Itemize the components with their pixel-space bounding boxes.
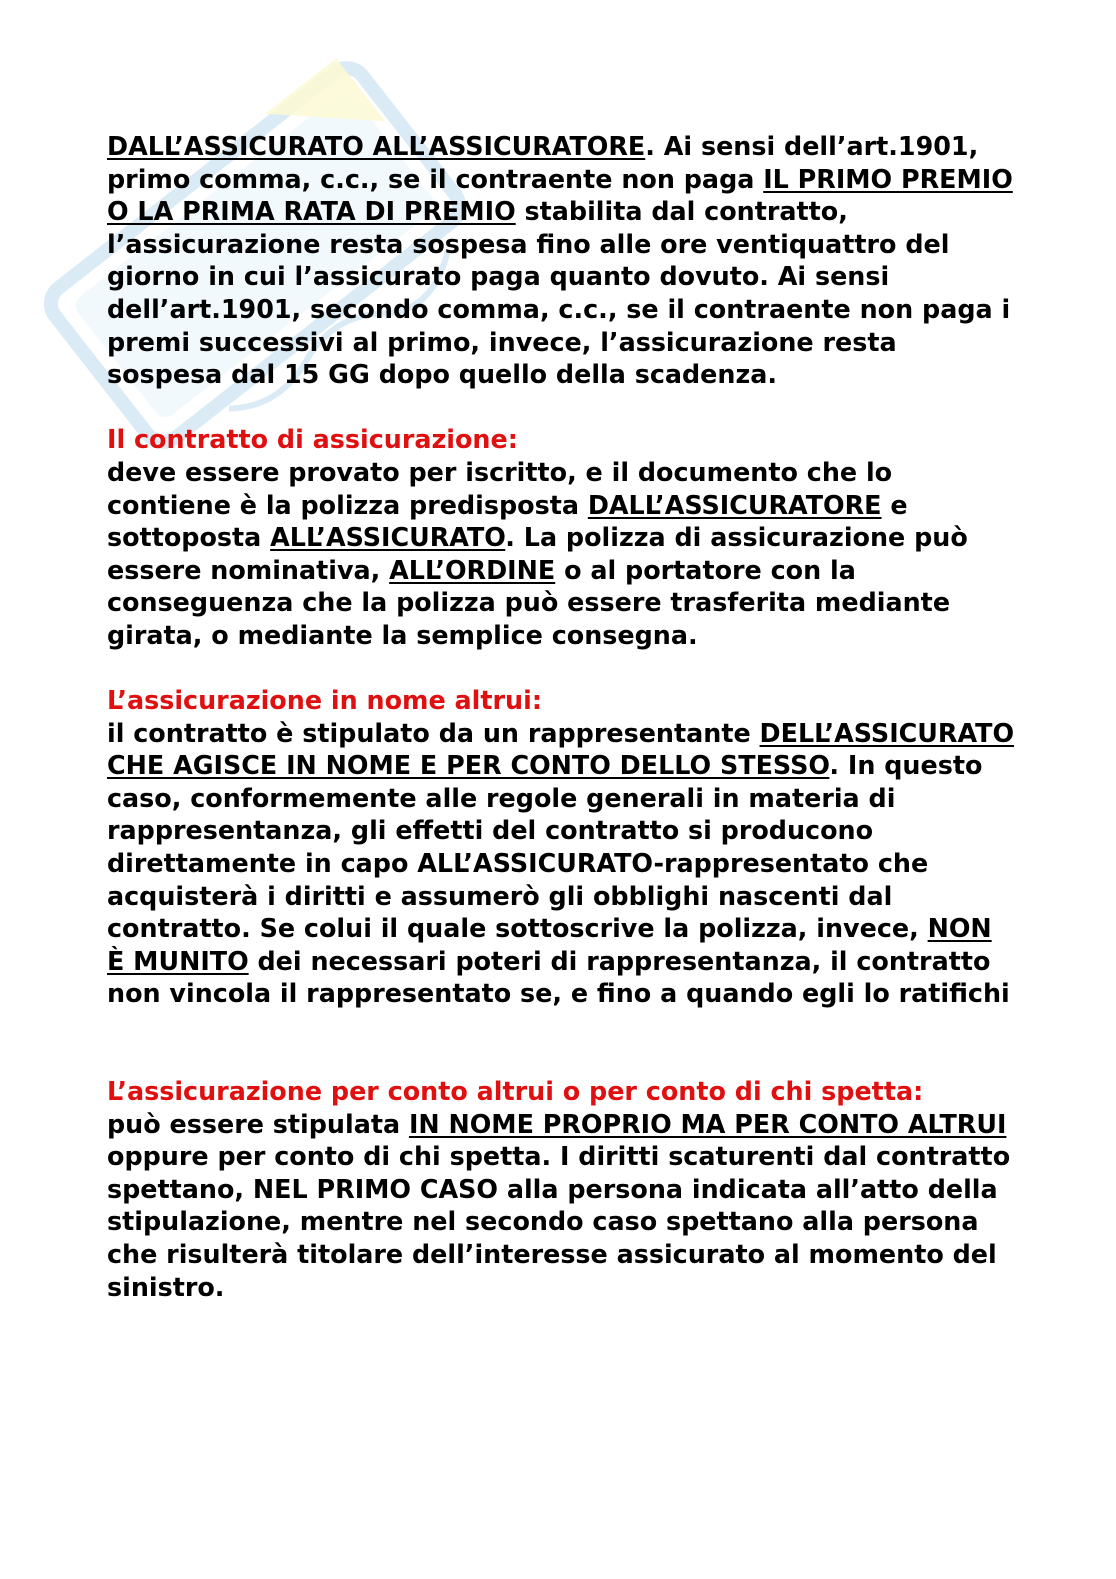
- body-text: . In questo caso, conformemente alle regole generali in materia di rappresentanza, gli effetti del contratto si producono direttamente in capo ALL’ASSICURATO-rappresentato che acquisterà i diritti e assumerò gli obblighi nascenti dal contratto. Se colui il quale sottoscrive la polizza, invece,: [107, 750, 983, 944]
- section-heading: L’assicurazione in nome altrui:: [107, 685, 542, 716]
- paragraph-nome-altrui: [107, 717, 1017, 1010]
- underlined-text: ALL’ASSICURATO: [270, 522, 506, 553]
- body-text: e sottoposta: [107, 489, 908, 553]
- body-text: . La polizza di assicurazione può essere nominativa,: [107, 522, 968, 585]
- body-text: oppure per conto di chi spetta. I diritti scaturenti dal contratto spettano, NEL PRIMO CASO alla persona indicata all’atto della stipulazione, mentre nel secondo caso spettano alla persona che risulterà titolare dell’interesse assicurato al momento del sinistro.: [107, 1141, 1011, 1302]
- underlined-text: CHE AGISCE IN NOME E PER CONTO DELLO STESSO: [107, 750, 830, 781]
- body-text: . Ai sensi dell’art.1901, primo comma, c.c., se il contraente non paga: [107, 131, 979, 194]
- body-text: il contratto è stipulato da un rappresentante: [107, 717, 760, 748]
- underlined-text: DALL’ASSICURATORE: [587, 489, 882, 520]
- underlined-text: DELL’ASSICURATO: [759, 717, 1015, 748]
- body-text: dei necessari poteri di rappresentanza, il contratto non vincola il rappresentato se, e fino a quando egli lo ratifichi: [107, 945, 1010, 1009]
- body-text: o al portatore con la conseguenza che la polizza può essere trasferita mediante girata, o mediante la semplice consegna.: [107, 554, 951, 650]
- paragraph-sospensione: [107, 130, 1017, 391]
- section-heading: Il contratto di assicurazione:: [107, 424, 518, 455]
- body-text: può essere stipulata: [107, 1108, 409, 1139]
- underlined-text: IL PRIMO PREMIO O LA PRIMA RATA DI PREMIO: [107, 163, 1013, 227]
- body-text: stabilita dal contratto, l’assicurazione resta sospesa fino alle ore ventiquattro del giorno in cui l’assicurato paga quanto dovuto. Ai sensi dell’art.1901, secondo comma, c.c., se il contraente non paga i premi successivi al primo, invece, l’assicurazione resta sospesa dal 15 GG dopo quello della scadenza.: [107, 196, 1011, 390]
- underlined-text: DALL’ASSICURATO ALL’ASSICURATORE: [107, 131, 646, 161]
- document-body: [107, 130, 1017, 1303]
- section-heading: L’assicurazione per conto altrui o per conto di chi spetta:: [107, 1076, 924, 1107]
- underlined-text: IN NOME PROPRIO MA PER CONTO ALTRUI: [408, 1108, 1007, 1139]
- body-text: deve essere provato per iscritto, e il documento che lo contiene è la polizza predisposta: [107, 456, 893, 520]
- paragraph-contratto: [107, 456, 1017, 652]
- paragraph-conto-altrui: [107, 1108, 1017, 1304]
- underlined-text: ALL’ORDINE: [389, 554, 556, 585]
- underlined-text: NON È MUNITO: [107, 913, 992, 976]
